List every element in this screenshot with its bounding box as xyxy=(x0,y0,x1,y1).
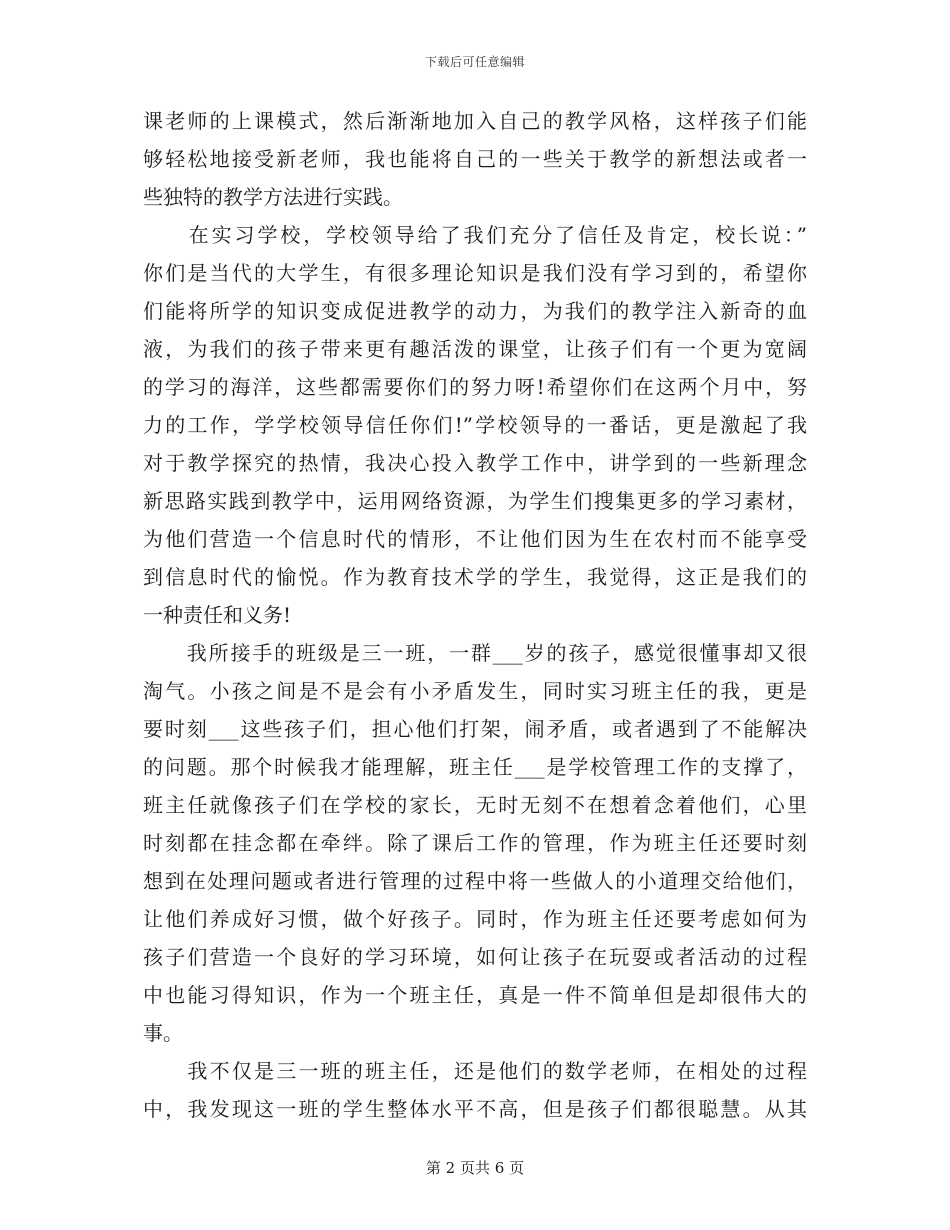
body-text-line: 到信息时代的愉悦。作为教育技术学的学生，我觉得，这正是我们的 xyxy=(143,565,807,589)
body-text-line: 为他们营造一个信息时代的情形，不让他们因为生在农村而不能享受 xyxy=(143,527,807,551)
body-text-line: 让他们养成好习惯，做个好孩子。同时，作为班主任还要考虑如何为 xyxy=(143,907,807,931)
body-text-line: 事。 xyxy=(143,1021,183,1045)
body-text-line: 班主任就像孩子们在学校的家长，无时无刻不在想着念着他们，心里 xyxy=(143,793,807,817)
body-text-line: 在实习学校，学校领导给了我们充分了信任及肯定，校长说：” xyxy=(143,223,807,247)
body-text-line: 力的工作，学学校领导信任你们!”学校领导的一番话，更是激起了我 xyxy=(143,413,807,437)
body-text-line: 液，为我们的孩子带来更有趣活泼的课堂，让孩子们有一个更为宽阔 xyxy=(143,337,807,361)
body-text-line: 的问题。那个时候我才能理解，班主任___是学校管理工作的支撑了， xyxy=(143,755,807,779)
page-number-footer: 第 2 页共 6 页 xyxy=(425,1159,525,1177)
body-text-line: 的学习的海洋，这些都需要你们的努力呀!希望你们在这两个月中，努 xyxy=(143,375,807,399)
body-text-line: 够轻松地接受新老师，我也能将自己的一些关于教学的新想法或者一 xyxy=(143,147,807,171)
body-text-line: 要时刻___这些孩子们，担心他们打架，闹矛盾，或者遇到了不能解决 xyxy=(143,717,807,741)
body-text-line: 课老师的上课模式，然后渐渐地加入自己的教学风格，这样孩子们能 xyxy=(143,109,807,133)
body-text-line: 我不仅是三一班的班主任，还是他们的数学老师，在相处的过程 xyxy=(143,1059,807,1083)
body-text-line: 孩子们营造一个良好的学习环境，如何让孩子在玩耍或者活动的过程 xyxy=(143,945,807,969)
body-text-line: 们能将所学的知识变成促进教学的动力，为我们的教学注入新奇的血 xyxy=(143,299,807,323)
body-text-line: 我所接手的班级是三一班，一群___岁的孩子，感觉很懂事却又很 xyxy=(143,641,807,665)
body-text-line: 中，我发现这一班的学生整体水平不高，但是孩子们都很聪慧。从其 xyxy=(143,1097,807,1121)
body-text-line: 你们是当代的大学生，有很多理论知识是我们没有学习到的，希望你 xyxy=(143,261,807,285)
body-text-line: 对于教学探究的热情，我决心投入教学工作中，讲学到的一些新理念 xyxy=(143,451,807,475)
body-text-line: 些独特的教学方法进行实践。 xyxy=(143,185,403,209)
body-text-line: 想到在处理问题或者进行管理的过程中将一些做人的小道理交给他们， xyxy=(143,869,807,893)
body-text-line: 新思路实践到教学中，运用网络资源，为学生们搜集更多的学习素材， xyxy=(143,489,807,513)
body-text-line: 一种责任和义务! xyxy=(143,603,292,627)
body-text-line: 时刻都在挂念都在牵绊。除了课后工作的管理，作为班主任还要时刻 xyxy=(143,831,807,855)
document-body xyxy=(143,102,807,1128)
body-text-line: 淘气。小孩之间是不是会有小矛盾发生，同时实习班主任的我，更是 xyxy=(143,679,807,703)
body-text-line: 中也能习得知识，作为一个班主任，真是一件不简单但是却很伟大的 xyxy=(143,983,807,1007)
page-header: 下载后可任意编辑 xyxy=(424,55,525,69)
